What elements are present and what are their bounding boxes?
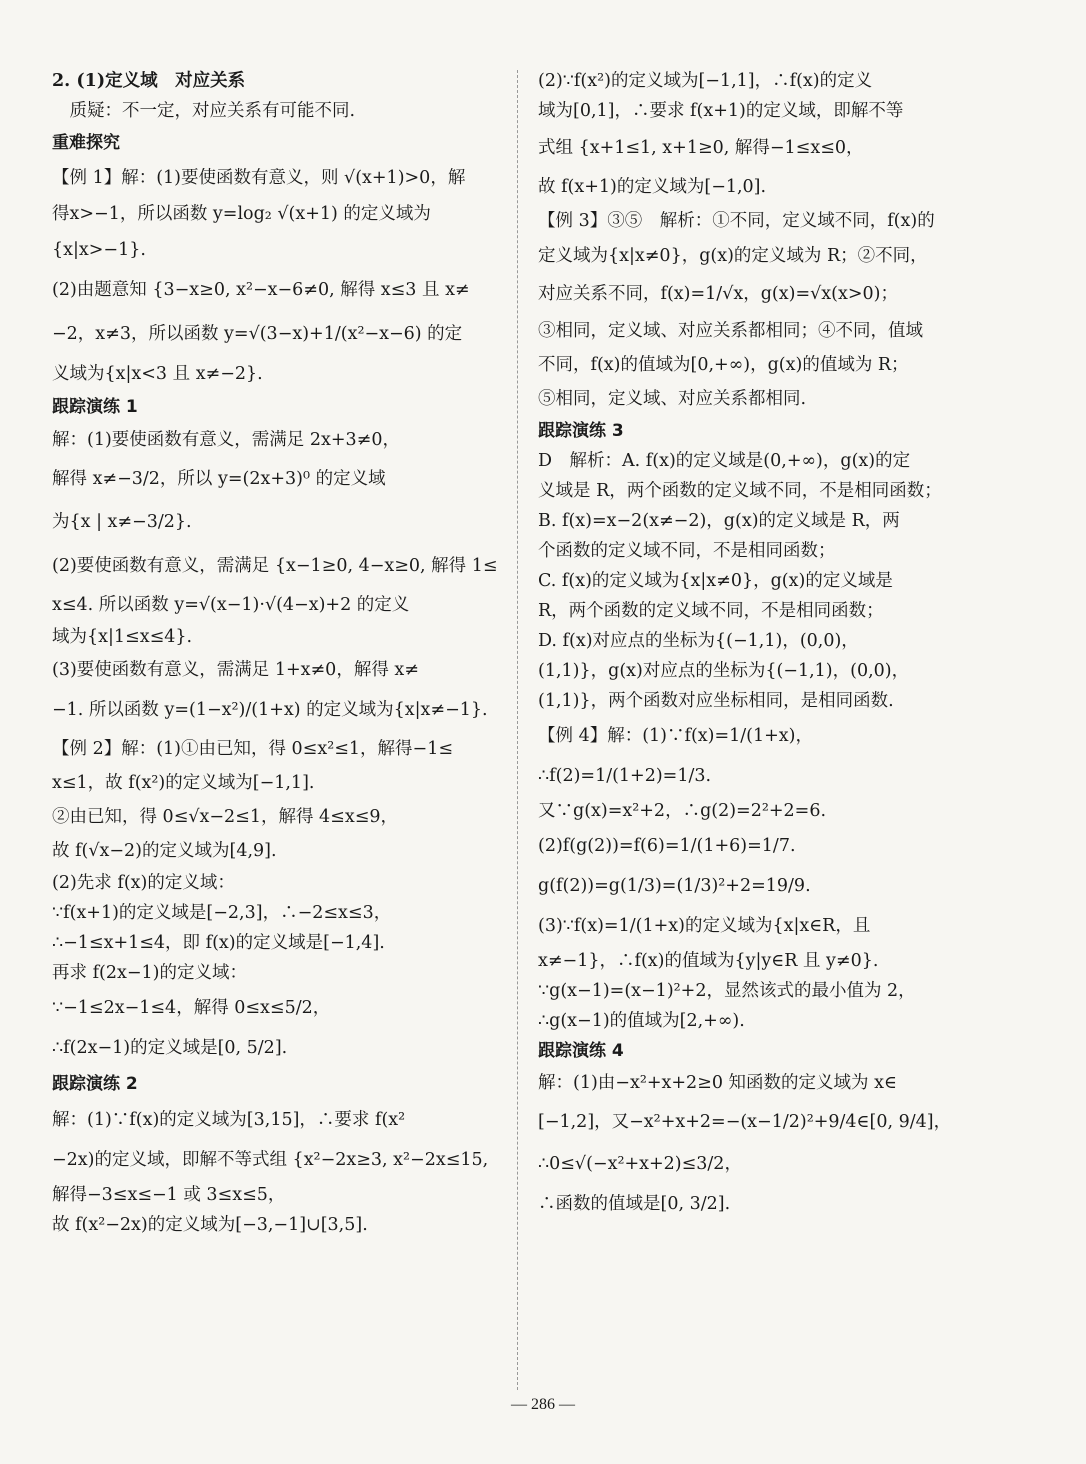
text-line: x≠−1}，∴f(x)的值域为{y|y∈R 且 y≠0}. xyxy=(538,951,879,971)
text-line: {x|x>−1}. xyxy=(52,240,146,260)
right-column xyxy=(538,66,990,1224)
page-number: — 286 — xyxy=(511,1396,575,1413)
text-line: 2. (1)定义域 对应关系 xyxy=(52,71,246,91)
text-line: 不同，f(x)的值域为[0,+∞)，g(x)的值域为 R； xyxy=(538,355,909,375)
text-line: ②由已知，得 0≤√x−2≤1，解得 4≤x≤9， xyxy=(52,807,399,827)
text-line: D. f(x)对应点的坐标为{(−1,1)，(0,0)， xyxy=(538,631,859,651)
text-line: (2)∵f(x²)的定义域为[−1,1]，∴f(x)的定义 xyxy=(538,71,873,91)
text-line: 解：(1)由−x²+x+2≥0 知函数的定义域为 x∈ xyxy=(538,1073,897,1093)
section-heading: 跟踪演练 4 xyxy=(538,1041,624,1061)
text-line: 故 f(x²−2x)的定义域为[−3,−1]∪[3,5]. xyxy=(52,1215,368,1235)
text-line: (2)要使函数有意义，需满足 {x−1≥0, 4−x≥0, 解得 1≤ xyxy=(52,556,498,576)
text-line: (3)要使函数有意义，需满足 1+x≠0，解得 x≠ xyxy=(52,660,419,680)
text-line: 解：(1)∵f(x)的定义域为[3,15]，∴要求 f(x² xyxy=(52,1110,406,1130)
text-line: x≤1，故 f(x²)的定义域为[−1,1]. xyxy=(52,773,315,793)
text-line: 得x>−1，所以函数 y=log₂ √(x+1) 的定义域为 xyxy=(52,204,431,224)
text-line: −2，x≠3，所以函数 y=√(3−x)+1/(x²−x−6) 的定 xyxy=(52,324,463,344)
text-line: −2x)的定义域，即解不等式组 {x²−2x≥3, x²−2x≤15, xyxy=(52,1150,489,1170)
text-line: 解得−3≤x≤−1 或 3≤x≤5， xyxy=(52,1185,286,1205)
text-line: (2)先求 f(x)的定义域： xyxy=(52,873,235,893)
text-line: 质疑：不一定，对应关系有可能不同. xyxy=(52,101,356,121)
text-line: ∴函数的值域是[0, 3/2]. xyxy=(538,1194,731,1214)
text-line: g(f(2))=g(1/3)=(1/3)²+2=19/9. xyxy=(538,876,811,896)
text-line: ∴0≤√(−x²+x+2)≤3/2， xyxy=(538,1154,742,1174)
text-line: (2)由题意知 {3−x≥0, x²−x−6≠0, 解得 x≤3 且 x≠ xyxy=(52,280,470,300)
text-line: x≤4. 所以函数 y=√(x−1)·√(4−x)+2 的定义 xyxy=(52,595,410,615)
text-line: ∴−1≤x+1≤4，即 f(x)的定义域是[−1,4]. xyxy=(52,933,385,953)
text-line: ∵−1≤2x−1≤4，解得 0≤x≤5/2， xyxy=(52,998,331,1018)
text-line: 【例 1】解：(1)要使函数有意义，则 √(x+1)>0，解 xyxy=(52,168,466,188)
text-line: 式组 {x+1≤1, x+1≥0, 解得−1≤x≤0， xyxy=(538,138,864,158)
text-line: 再求 f(2x−1)的定义域： xyxy=(52,963,247,983)
text-line: ∴g(x−1)的值域为[2,+∞). xyxy=(538,1011,745,1031)
text-line: 义域是 R，两个函数的定义域不同，不是相同函数； xyxy=(538,481,942,501)
text-line: 解：(1)要使函数有意义，需满足 2x+3≠0， xyxy=(52,430,400,450)
left-column xyxy=(52,66,502,1240)
text-line: 【例 3】③⑤ 解析：①不同，定义域不同，f(x)的 xyxy=(538,211,935,231)
text-line: ⑤相同，定义域、对应关系都相同. xyxy=(538,389,807,409)
text-line: [−1,2]，又−x²+x+2=−(x−1/2)²+9/4∈[0, 9/4]， xyxy=(538,1112,952,1132)
section-heading: 跟踪演练 1 xyxy=(52,397,138,417)
text-line: 域为[0,1]，∴要求 f(x+1)的定义域，即解不等 xyxy=(538,101,904,121)
text-line: 对应关系不同，f(x)=1/√x，g(x)=√x(x>0)； xyxy=(538,284,898,304)
text-line: 域为{x|1≤x≤4}. xyxy=(52,627,193,647)
section-heading: 重难探究 xyxy=(52,133,120,153)
text-line: R，两个函数的定义域不同，不是相同函数； xyxy=(538,601,884,621)
text-line: ③相同，定义域、对应关系都相同；④不同，值域 xyxy=(538,321,923,341)
text-line: (2)f(g(2))=f(6)=1/(1+6)=1/7. xyxy=(538,836,796,856)
text-line: (3)∵f(x)=1/(1+x)的定义域为{x|x∈R，且 xyxy=(538,916,871,936)
text-line: ∵g(x−1)=(x−1)²+2，显然该式的最小值为 2， xyxy=(538,981,916,1001)
text-line: 义域为{x|x<3 且 x≠−2}. xyxy=(52,364,263,384)
text-line: (1,1)}，g(x)对应点的坐标为{(−1,1)，(0,0)， xyxy=(538,661,910,681)
text-line: ∵f(x+1)的定义域是[−2,3]，∴−2≤x≤3， xyxy=(52,903,392,923)
text-line: −1. 所以函数 y=(1−x²)/(1+x) 的定义域为{x|x≠−1}. xyxy=(52,700,488,720)
text-line: 定义域为{x|x≠0}，g(x)的定义域为 R；②不同， xyxy=(538,246,928,266)
text-line: B. f(x)=x−2(x≠−2)，g(x)的定义域是 R，两 xyxy=(538,511,900,531)
text-line: 【例 4】解：(1)∵f(x)=1/(1+x)， xyxy=(538,726,814,746)
text-line: 解得 x≠−3/2，所以 y=(2x+3)⁰ 的定义域 xyxy=(52,469,386,489)
column-divider xyxy=(517,70,518,1390)
section-heading: 跟踪演练 3 xyxy=(538,421,624,441)
text-line: 又∵g(x)=x²+2，∴g(2)=2²+2=6. xyxy=(538,801,827,821)
text-line: 故 f(x+1)的定义域为[−1,0]. xyxy=(538,177,767,197)
text-line: 故 f(√x−2)的定义域为[4,9]. xyxy=(52,841,277,861)
text-line: 【例 2】解：(1)①由已知，得 0≤x²≤1，解得−1≤ xyxy=(52,739,453,759)
text-line: ∴f(2)=1/(1+2)=1/3. xyxy=(538,766,712,786)
text-line: (1,1)}，两个函数对应坐标相同，是相同函数. xyxy=(538,691,894,711)
section-heading: 跟踪演练 2 xyxy=(52,1074,138,1094)
text-line: D 解析：A. f(x)的定义域是(0,+∞)，g(x)的定 xyxy=(538,451,911,471)
text-line: 个函数的定义域不同，不是相同函数； xyxy=(538,541,836,561)
text-line: 为{x | x≠−3/2}. xyxy=(52,512,192,532)
text-line: ∴f(2x−1)的定义域是[0, 5/2]. xyxy=(52,1038,288,1058)
text-line: C. f(x)的定义域为{x|x≠0}，g(x)的定义域是 xyxy=(538,571,893,591)
